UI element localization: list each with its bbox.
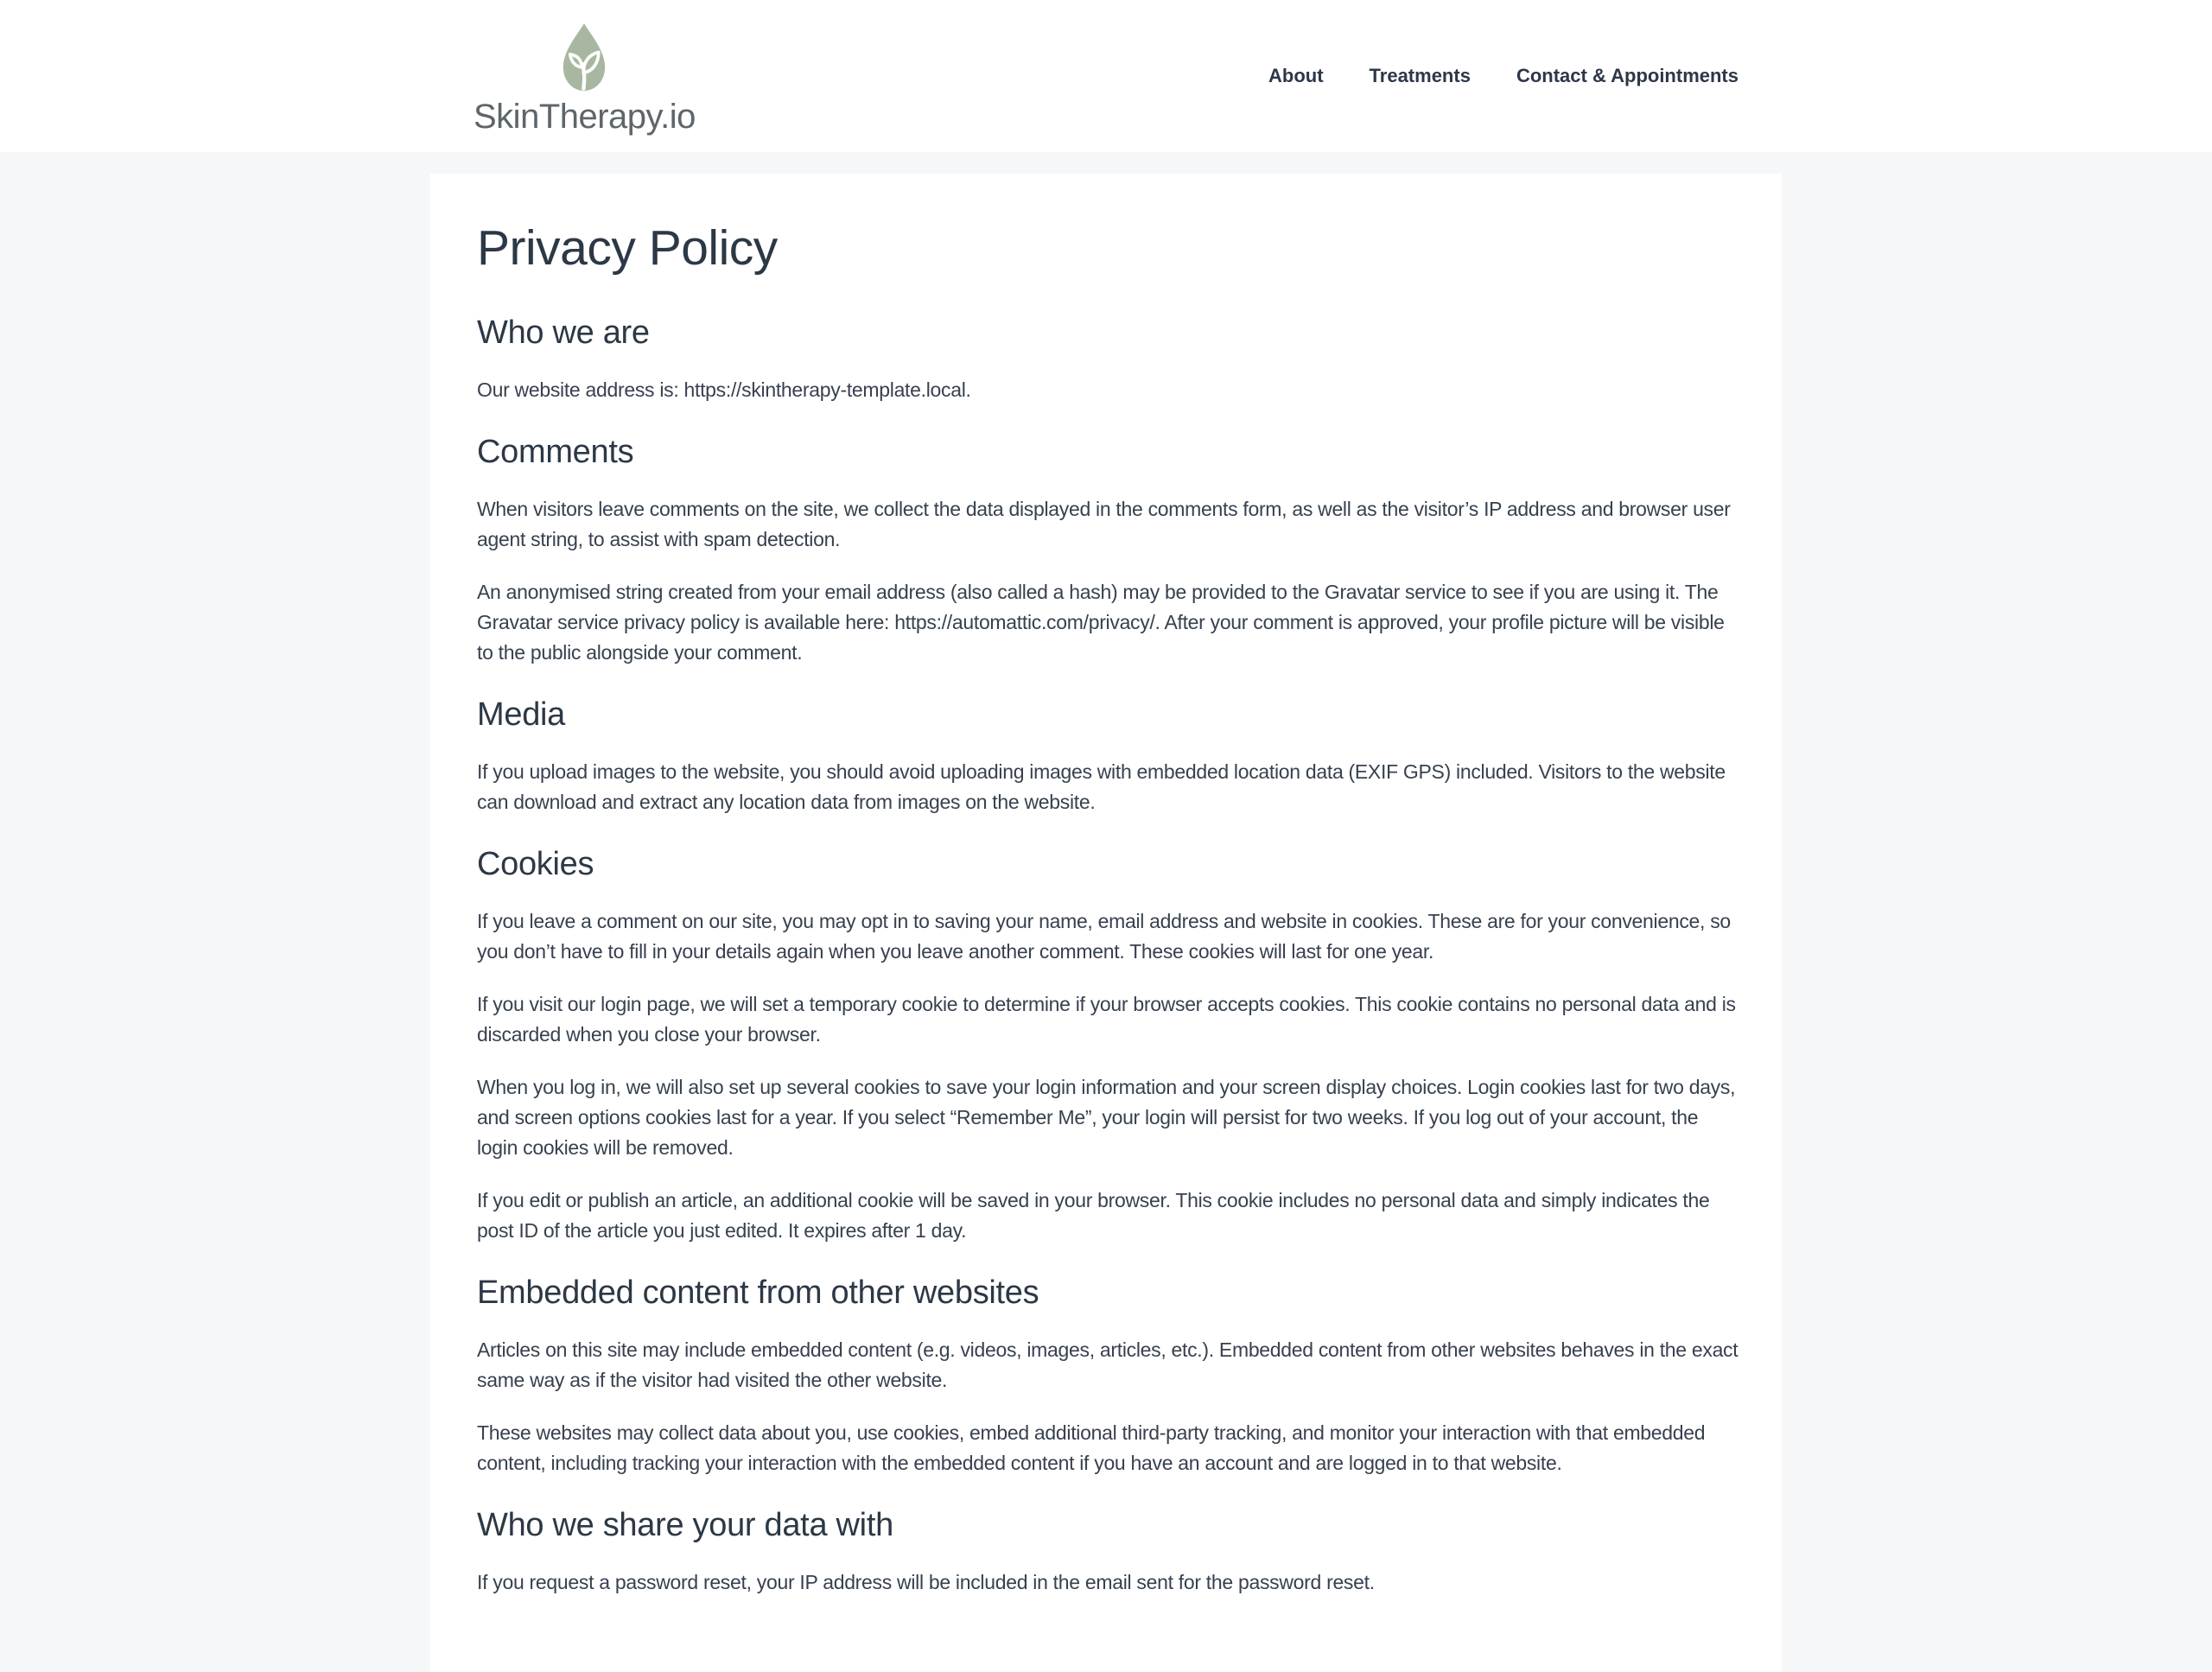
leaf-drop-icon xyxy=(557,21,611,93)
nav-link-treatments[interactable]: Treatments xyxy=(1369,65,1471,86)
paragraph-comments-data: When visitors leave comments on the site, we collect the data displayed in the comments form, as well as the visitor’s IP address and browser user agent string, to assist with spam detection. xyxy=(477,498,1731,550)
paragraph-media-upload: If you upload images to the website, you should avoid uploading images with embedded location data (EXIF GPS) included. Visitors to the website can download and extract any location data from images on the website. xyxy=(477,760,1726,813)
paragraph-gravatar: An anonymised string created from your email address (also called a hash) may be provided to the Gravatar service to see if you are using it. The Gravatar service privacy policy is available here: https://automattic.com/privacy/. After your comment is approved, your profile picture will be visible to the public alongside your comment. xyxy=(477,581,1725,664)
section-heading-comments: Comments xyxy=(477,434,634,470)
main-nav xyxy=(1268,65,1738,87)
paragraph-website-address: Our website address is: https://skintherapy-template.local. xyxy=(477,378,971,401)
section-comments xyxy=(477,431,1742,668)
paragraph-cookies-optin: If you leave a comment on our site, you may opt in to saving your name, email address and website in cookies. These are for your convenience, so you don’t have to fill in your details again when you leave another comment. These cookies will last for one year. xyxy=(477,910,1731,963)
section-media xyxy=(477,694,1742,817)
section-who-we-are xyxy=(477,312,1742,405)
section-embedded-content xyxy=(477,1272,1742,1478)
paragraph-cookies-login: When you log in, we will also set up several cookies to save your login information and your screen display choices. Login cookies last for two days, and screen options cookies last for a year. If you select “Remember Me”, your login will persist for two weeks. If you log out of your account, the login cookies will be removed. xyxy=(477,1076,1736,1159)
paragraph-embedded-tracking: These websites may collect data about you, use cookies, embed additional third-party tracking, and monitor your interaction with that embedded content, including tracking your interaction with the embedded content if you have an account and are logged in to that website. xyxy=(477,1421,1706,1474)
section-heading-data-sharing: Who we share your data with xyxy=(477,1507,893,1543)
paragraph-cookies-edit: If you edit or publish an article, an additional cookie will be saved in your browser. This cookie includes no personal data and simply indicates the post ID of the article you just edited. It expires after 1 day. xyxy=(477,1189,1710,1242)
section-heading-who-we-are: Who we are xyxy=(477,315,650,351)
page-title: Privacy Policy xyxy=(477,220,778,276)
site-name: SkinTherapy.io xyxy=(474,98,696,136)
site-header xyxy=(0,0,2212,152)
site-logo[interactable] xyxy=(474,16,696,137)
section-heading-embedded-content: Embedded content from other websites xyxy=(477,1275,1039,1311)
section-heading-cookies: Cookies xyxy=(477,846,594,882)
nav-link-about[interactable]: About xyxy=(1268,65,1324,86)
section-heading-media: Media xyxy=(477,696,565,733)
paragraph-cookies-temporary: If you visit our login page, we will set a temporary cookie to determine if your browser accepts cookies. This cookie contains no personal data and is discarded when you close your browser. xyxy=(477,993,1736,1046)
header-container xyxy=(474,0,1738,152)
paragraph-embedded-articles: Articles on this site may include embedded content (e.g. videos, images, articles, etc.). Embedded content from other websites behaves in the exact same way as if the visitor had visited the other website. xyxy=(477,1338,1738,1391)
content-card xyxy=(430,174,1782,1672)
nav-link-contact-appointments[interactable]: Contact & Appointments xyxy=(1516,65,1738,86)
section-cookies xyxy=(477,843,1742,1246)
section-data-sharing xyxy=(477,1504,1742,1598)
paragraph-password-reset: If you request a password reset, your IP address will be included in the email sent for the password reset. xyxy=(477,1571,1375,1593)
